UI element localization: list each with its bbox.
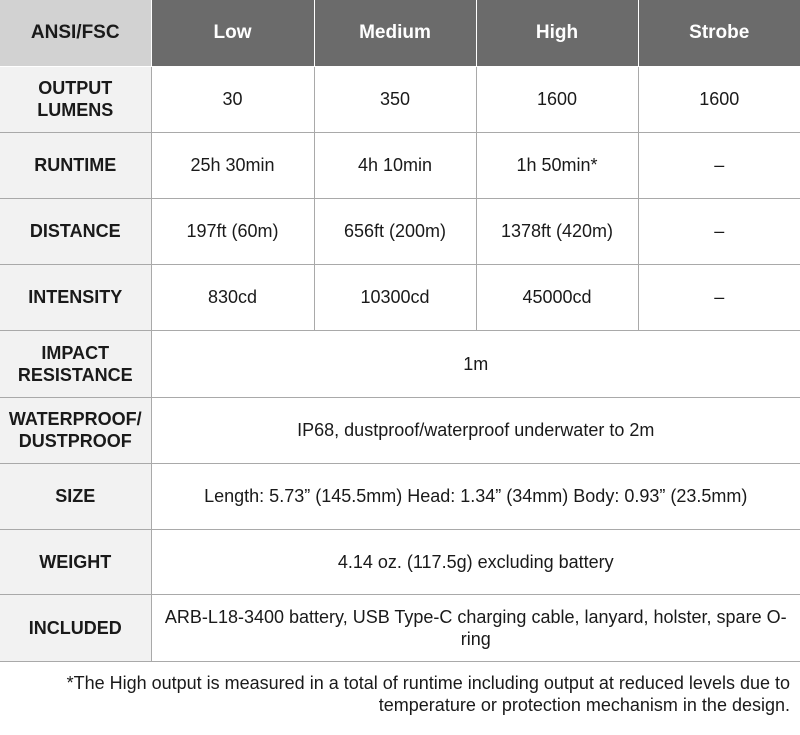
cell-low: 30: [151, 66, 314, 132]
cell-medium: 4h 10min: [314, 132, 476, 198]
row-label: RUNTIME: [0, 132, 151, 198]
row-impact-resistance: [0, 330, 800, 397]
cell-low: 25h 30min: [151, 132, 314, 198]
cell-value: Length: 5.73” (145.5mm) Head: 1.34” (34mm) Body: 0.93” (23.5mm): [151, 463, 800, 529]
row-label: SIZE: [0, 463, 151, 529]
row-intensity: [0, 264, 800, 330]
row-size: [0, 463, 800, 529]
footnote: *The High output is measured in a total of runtime including output at reduced levels due to temperature or protection mechanism in the design.: [66, 673, 790, 715]
cell-medium: 656ft (200m): [314, 198, 476, 264]
row-waterproof: [0, 397, 800, 463]
row-label: WEIGHT: [0, 529, 151, 594]
row-label: WATERPROOF/ DUSTPROOF: [0, 397, 151, 463]
cell-medium: 350: [314, 66, 476, 132]
cell-strobe: –: [638, 198, 800, 264]
header-medium: Medium: [314, 0, 476, 66]
row-label: IMPACT RESISTANCE: [0, 330, 151, 397]
row-weight: [0, 529, 800, 594]
header-high: High: [476, 0, 638, 66]
cell-strobe: 1600: [638, 66, 800, 132]
row-runtime: [0, 132, 800, 198]
cell-value: IP68, dustproof/waterproof underwater to 2m: [151, 397, 800, 463]
row-output-lumens: [0, 66, 800, 132]
cell-high: 1378ft (420m): [476, 198, 638, 264]
row-included: [0, 594, 800, 661]
cell-value: 1m: [151, 330, 800, 397]
header-low: Low: [151, 0, 314, 66]
header-row: [0, 0, 800, 66]
cell-strobe: –: [638, 132, 800, 198]
row-label: INTENSITY: [0, 264, 151, 330]
cell-high: 1600: [476, 66, 638, 132]
header-ansi-fsc: ANSI/FSC: [0, 0, 151, 66]
cell-low: 830cd: [151, 264, 314, 330]
row-distance: [0, 198, 800, 264]
row-label: DISTANCE: [0, 198, 151, 264]
cell-high: 1h 50min*: [476, 132, 638, 198]
cell-low: 197ft (60m): [151, 198, 314, 264]
row-label: OUTPUT LUMENS: [0, 66, 151, 132]
cell-strobe: –: [638, 264, 800, 330]
cell-value: 4.14 oz. (117.5g) excluding battery: [151, 529, 800, 594]
cell-medium: 10300cd: [314, 264, 476, 330]
row-label: INCLUDED: [0, 594, 151, 661]
header-strobe: Strobe: [638, 0, 800, 66]
cell-value: ARB-L18-3400 battery, USB Type-C charging cable, lanyard, holster, spare O-ring: [151, 594, 800, 661]
cell-high: 45000cd: [476, 264, 638, 330]
